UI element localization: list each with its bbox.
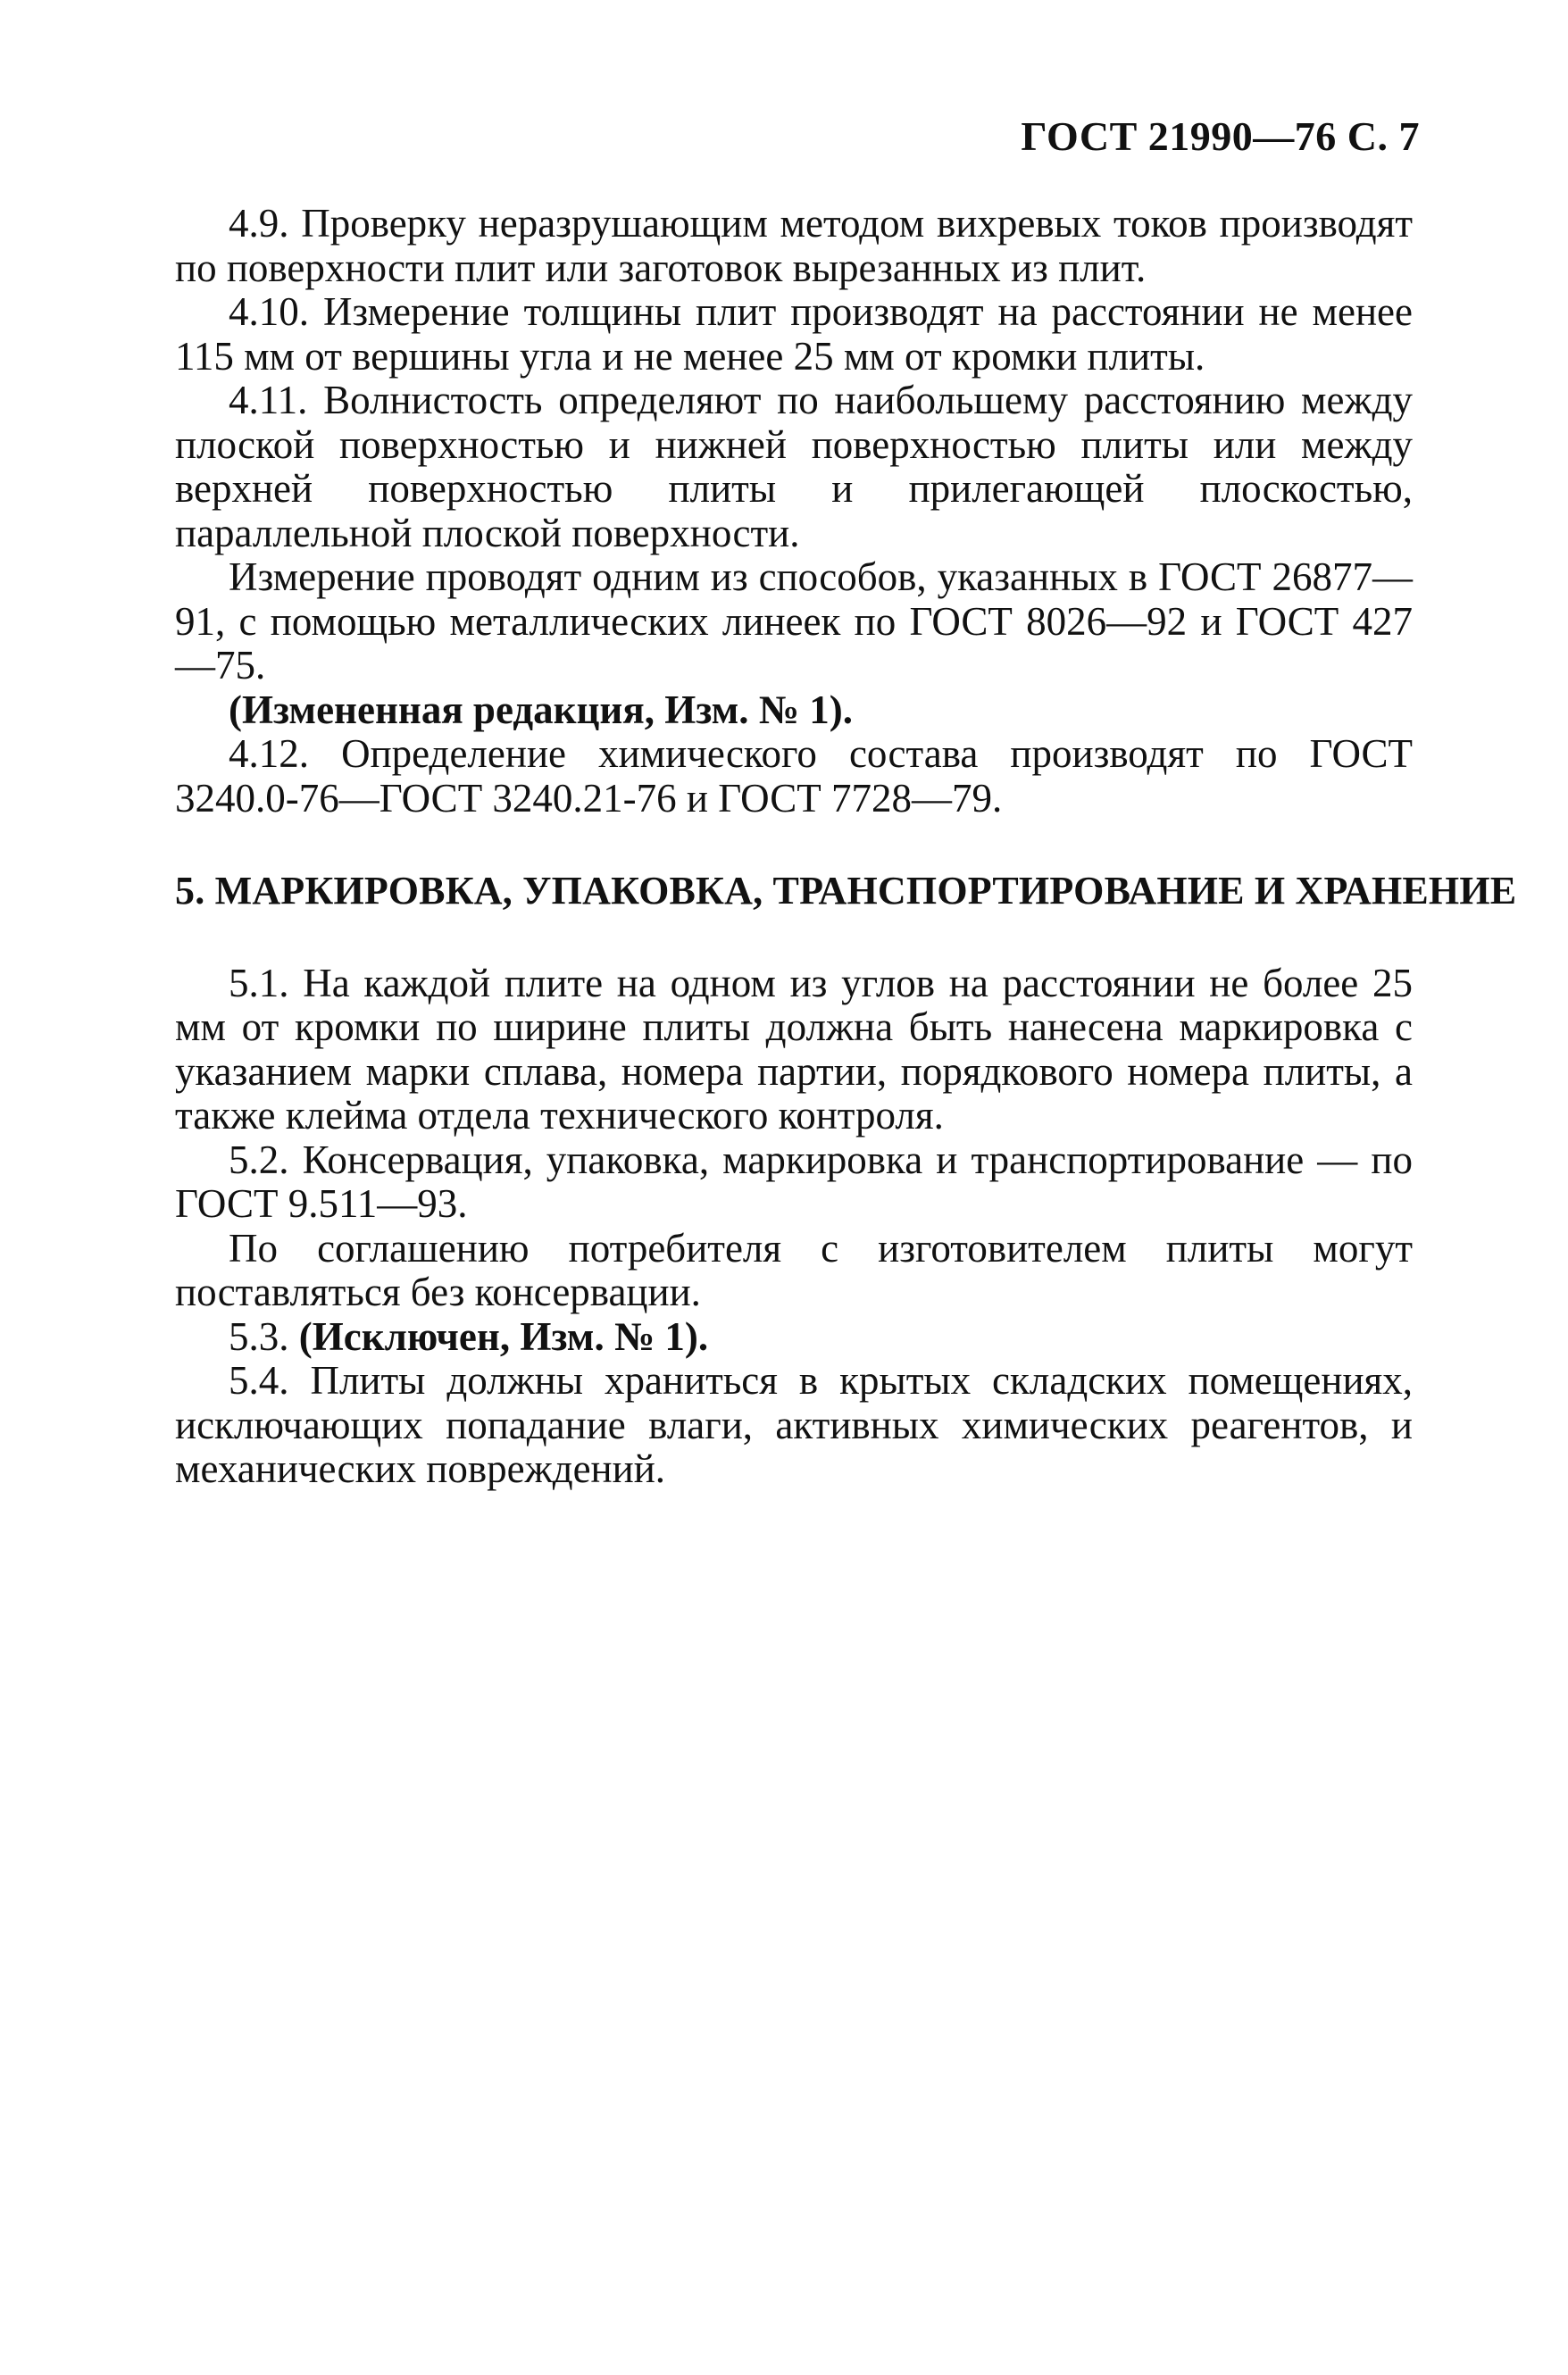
paragraph-4-10: 4.10. Измерение толщины плит производят на расстоянии не менее 115 мм от вершины угла и не менее 25 мм от кромки плиты. bbox=[175, 289, 1413, 379]
paragraph-5-3 bbox=[175, 1315, 1413, 1360]
amendment-note-5-3: (Исключен, Изм. № 1). bbox=[298, 1313, 709, 1359]
running-header: ГОСТ 21990—76 С. 7 bbox=[1021, 113, 1420, 159]
paragraph-5-2-agreement: По соглашению потребителя с изготовителем плиты могут поставляться без консервации. bbox=[175, 1225, 1413, 1314]
document-body bbox=[175, 201, 1517, 1492]
paragraph-4-11: 4.11. Волнистость определяют по наибольшему расстоянию между плоской поверхностью и нижней поверхностью плиты или между верхней поверхностью плиты и прилегающей плоскостью, параллельной плоской поверхности. bbox=[175, 378, 1413, 555]
paragraph-4-11-measurement: Измерение проводят одним из способов, указанных в ГОСТ 26877—91, с помощью металлических линеек по ГОСТ 8026—92 и ГОСТ 427—75. bbox=[175, 554, 1413, 688]
paragraph-5-3-number: 5.3. bbox=[229, 1313, 289, 1359]
paragraph-5-2: 5.2. Консервация, упаковка, маркировка и транспортирование — по ГОСТ 9.511—93. bbox=[175, 1137, 1413, 1226]
paragraph-5-4: 5.4. Плиты должны храниться в крытых складских помещениях, исключающих попадание влаги, активных химических реагентов, и механических повреждений. bbox=[175, 1358, 1413, 1491]
paragraph-4-9: 4.9. Проверку неразрушающим методом вихревых токов производят по поверхности плит или заготовок вырезанных из плит. bbox=[175, 201, 1413, 290]
paragraph-4-12: 4.12. Определение химического состава производят по ГОСТ 3240.0-76—ГОСТ 3240.21-76 и ГОСТ 7728—79. bbox=[175, 731, 1413, 821]
amendment-note-4-11: (Измененная редакция, Изм. № 1). bbox=[229, 687, 854, 732]
section-5-heading: 5. МАРКИРОВКА, УПАКОВКА, ТРАНСПОРТИРОВАНИЕ И ХРАНЕНИЕ bbox=[175, 869, 1517, 912]
paragraph-5-1: 5.1. На каждой плите на одном из углов на расстоянии не более 25 мм от кромки по ширине плиты должна быть нанесена маркировка с указанием марки сплава, номера партии, порядкового номера плиты, а также клейма отдела технического контроля. bbox=[175, 960, 1413, 1138]
